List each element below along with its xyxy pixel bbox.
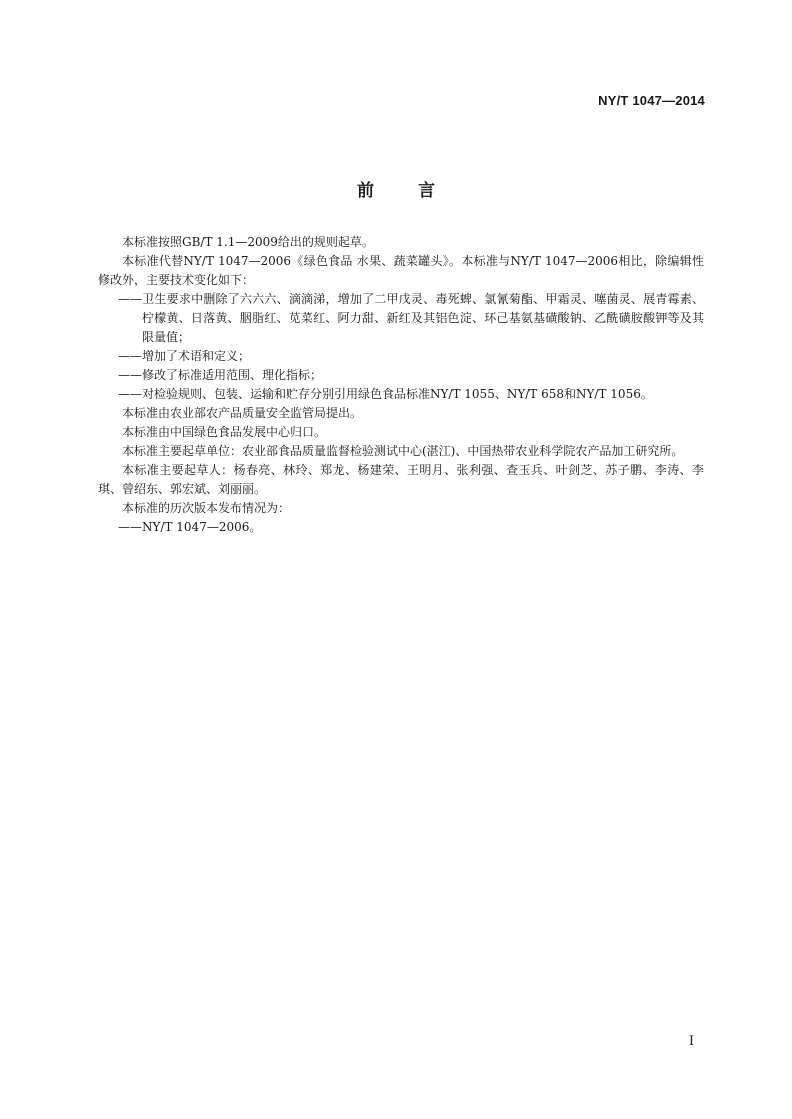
page-number: I xyxy=(688,1034,694,1049)
history-item: ——NY/T 1047—2006。 xyxy=(118,520,262,534)
paragraph-centralized-by: 本标准由中国绿色食品发展中心归口。 xyxy=(122,425,327,439)
paragraph-drafters: 本标准主要起草人：杨春亮、林玲、郑龙、杨建荣、王明月、张利强、查玉兵、叶剑芝、苏子鹏、李涛、李琪、曾绍东、郭宏斌、刘丽丽。 xyxy=(98,463,704,496)
paragraph-proposed-by: 本标准由农业部农产品质量安全监管局提出。 xyxy=(122,406,363,420)
change-item-terms: ——增加了术语和定义； xyxy=(118,349,251,363)
page-title xyxy=(0,176,792,201)
paragraph-drafting-rules: 本标准按照GB/T 1.1—2009给出的规则起草。 xyxy=(122,235,374,249)
paragraph-drafting-units: 本标准主要起草单位：农业部食品质量监督检验测试中心(湛江)、中国热带农业科学院农产品加工研究所。 xyxy=(122,444,684,458)
title-char-2: 言 xyxy=(418,181,435,201)
foreword-body xyxy=(98,233,704,537)
change-item-references: ——对检验规则、包装、运输和贮存分别引用绿色食品标准NY/T 1055、NY/T 658和NY/T 1056。 xyxy=(118,387,653,401)
paragraph-history: 本标准的历次版本发布情况为： xyxy=(122,501,291,515)
standard-code: NY/T 1047—2014 xyxy=(598,93,705,108)
change-item-scope: ——修改了标准适用范围、理化指标； xyxy=(118,368,323,382)
paragraph-replaces: 本标准代替NY/T 1047—2006《绿色食品 水果、蔬菜罐头》。本标准与NY/T 1047—2006相比，除编辑性修改外，主要技术变化如下： xyxy=(98,254,704,287)
change-item-hygiene: ——卫生要求中删除了六六六、滴滴涕，增加了二甲戊灵、毒死蜱、氯氰菊酯、甲霜灵、噻菌灵、展青霉素、柠檬黄、日落黄、胭脂红、苋菜红、阿力甜、新红及其铝色淀、环己基氨基磺酸钠、乙酰磺胺酸钾等及其限量值； xyxy=(118,292,704,344)
title-char-1: 前 xyxy=(357,181,374,201)
